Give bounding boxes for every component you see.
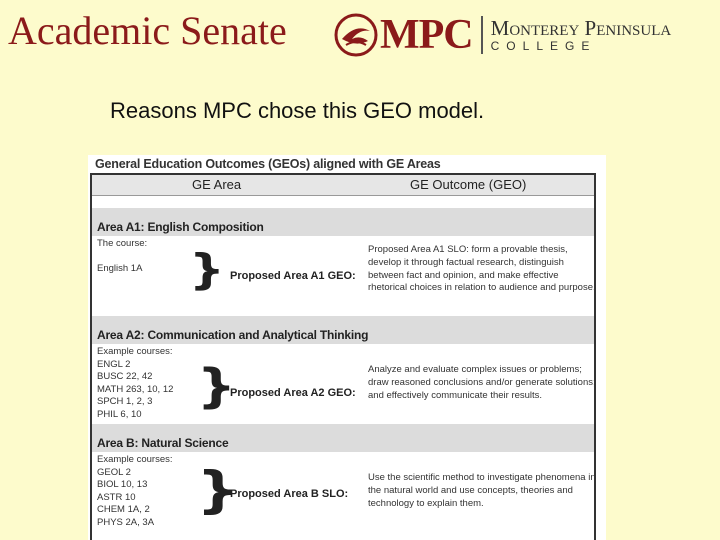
area-a2-intro: Example courses: [97, 346, 173, 357]
area-a2-label: Area A2: Communication and Analytical Thinking [97, 328, 369, 342]
logo-divider [481, 16, 483, 54]
area-b-label: Area B: Natural Science [97, 436, 229, 450]
area-a1-course: English 1A [97, 263, 143, 274]
logo-college-word: COLLEGE [490, 39, 597, 53]
course-item: PHYS 2A, 3A [97, 516, 155, 528]
area-a2-courses [97, 346, 173, 422]
area-a2-proposed: Proposed Area A2 GEO: [230, 387, 356, 399]
course-item: MATH 263, 10, 12 [97, 383, 174, 395]
area-b-band [92, 424, 594, 452]
geo-table-image [88, 155, 606, 540]
area-a1-band [92, 208, 594, 236]
course-item: BUSC 22, 42 [97, 371, 153, 383]
academic-senate-title: Academic Senate [8, 8, 287, 53]
brace-icon: } [196, 359, 237, 413]
area-b-proposed: Proposed Area B SLO: [230, 488, 349, 500]
geo-table [90, 173, 596, 540]
course-item: ASTR 10 [97, 491, 136, 503]
brace-icon: } [189, 245, 225, 294]
course-item: PHIL 6, 10 [97, 408, 142, 420]
course-item: GEOL 2 [97, 466, 131, 478]
slide-subtitle: Reasons MPC chose this GEO model. [110, 98, 485, 123]
area-b-intro: Example courses: [97, 454, 173, 465]
mpc-emblem-icon [334, 13, 378, 57]
mpc-logo [334, 12, 671, 58]
table-header-row [92, 175, 594, 196]
course-item: SPCH 1, 2, 3 [97, 396, 153, 408]
logo-college-name: Monterey Peninsula [490, 16, 672, 40]
course-item: BIOL 10, 13 [97, 479, 148, 491]
area-a2-outcome: Analyze and evaluate complex issues or problems; draw reasoned conclusions and/or generate solutions; and effectively communicate their results. [368, 364, 596, 401]
area-a1-outcome: Proposed Area A1 SLO: form a provable thesis, develop it through factual research, distinguish between fact and opinion, and make effective rhetorical choices in relation to audience and purpose. [368, 244, 596, 294]
area-a1-label: Area A1: English Composition [97, 220, 264, 234]
brace-icon: } [196, 461, 240, 519]
logo-mpc-letters: MPC [380, 12, 473, 58]
area-a1-intro: The course: [97, 238, 148, 249]
course-item: ENGL 2 [97, 358, 131, 370]
area-a1-proposed: Proposed Area A1 GEO: [230, 270, 356, 282]
area-a2-band [92, 316, 594, 344]
column-header-ge-outcome: GE Outcome (GEO) [410, 177, 527, 192]
area-b-outcome: Use the scientific method to investigate phenomena in the natural world and use concepts, theories and technology to explain them. [368, 472, 596, 509]
table-caption: General Education Outcomes (GEOs) aligned with GE Areas [95, 157, 441, 171]
area-b-courses [97, 454, 173, 530]
column-header-ge-area: GE Area [192, 177, 242, 192]
course-item: CHEM 1A, 2 [97, 504, 150, 516]
